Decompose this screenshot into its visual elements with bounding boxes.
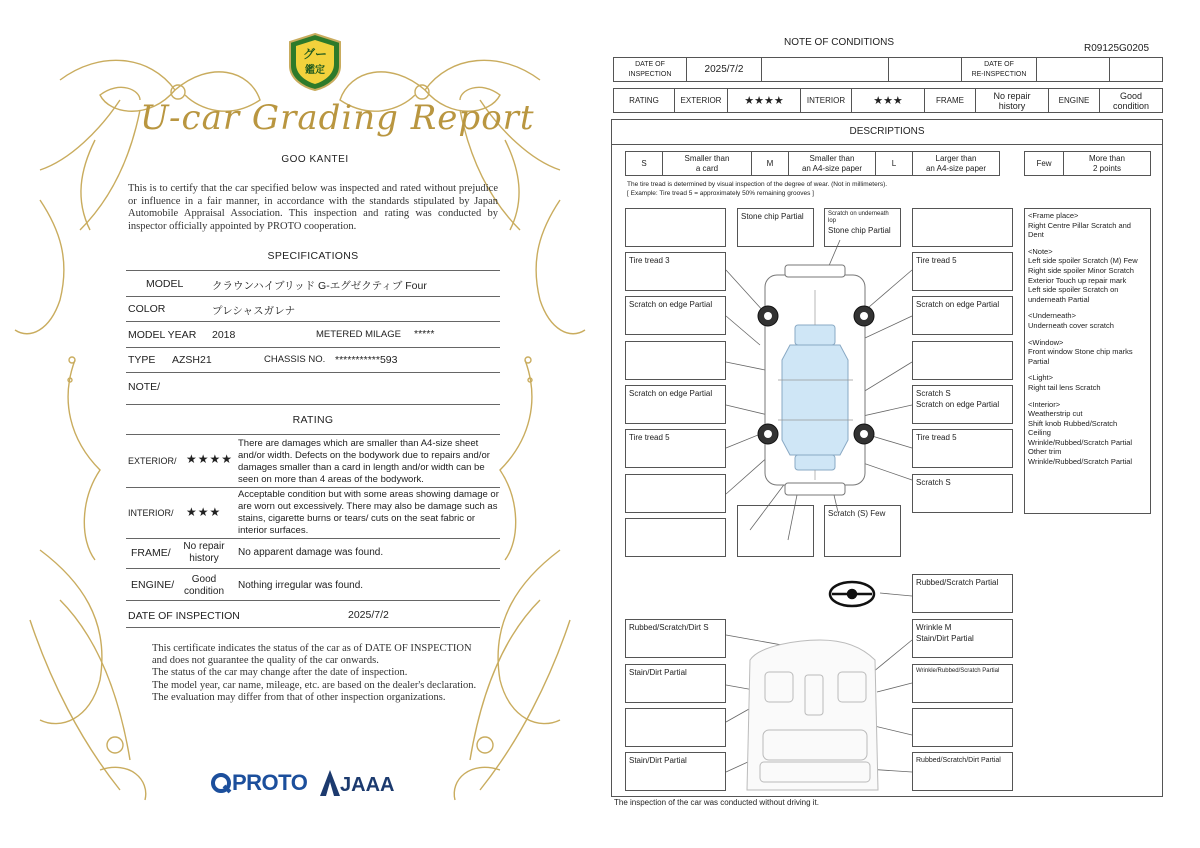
date-reinspection-label: DATE OF RE-INSPECTION xyxy=(961,57,1037,82)
note-box: Scratch on edge Partial xyxy=(912,296,1013,335)
interior-stars: ★★★ xyxy=(186,505,222,519)
note-of-conditions-sheet xyxy=(600,0,1200,848)
note-box: Wrinkle M Stain/Dirt Partial xyxy=(912,619,1013,658)
frame-description: No apparent damage was found. xyxy=(238,547,384,558)
note-box: Tire tread 5 xyxy=(912,429,1013,468)
model-label: MODEL xyxy=(146,278,184,290)
interior-stars: ★★★ xyxy=(851,88,925,113)
divider xyxy=(126,321,500,322)
note-box: Stain/Dirt Partial xyxy=(625,664,726,703)
condition-summary: <Frame place> Right Centre Pillar Scratch and Dent <Note> Left side spoiler Scratch (M) Few Right side spoiler Minor Scratch Exterior Touch up repair mark Left side spoiler Scratch on underneath Partial <Underneath> Underneath cover scratch <Window> Front window Stone chip marks Partial <Light> Right tail lens Scratch <Interior> Weatherstrip cut Shift knob Rubbed/Scratch Ceiling Wrinkle/Rubbed/Scratch Partial Other trim Wrinkle/Rubbed/Scratch Partial xyxy=(1024,208,1151,514)
divider xyxy=(126,600,500,601)
note-box xyxy=(737,505,814,557)
rating-label: RATING xyxy=(613,88,675,113)
jaaa-logo: JAAA xyxy=(320,770,394,797)
divider xyxy=(126,434,500,435)
certificate-subtitle: GOO KANTEI xyxy=(281,154,349,165)
divider xyxy=(126,296,500,297)
frame-label: FRAME/ xyxy=(131,547,171,559)
proto-logo: PROTO xyxy=(210,770,307,796)
note-box: Rubbed/Scratch/Dirt Partial xyxy=(912,752,1013,791)
interior-description: Acceptable condition but with some areas showing damage or are worn out excessively. There may also be damage such as stains, cigarette burns or tears/ cuts on the seat fabric or interior surfaces. xyxy=(238,489,499,536)
inspection-date-label: DATE OF INSPECTION xyxy=(128,610,240,622)
chassis-label: CHASSIS NO. xyxy=(264,354,326,365)
engine-label: ENGINE xyxy=(1048,88,1100,113)
divider xyxy=(126,270,500,271)
legend-few: Few xyxy=(1024,151,1064,176)
engine-value: Good condition xyxy=(183,574,225,597)
color-label: COLOR xyxy=(128,303,166,315)
svg-text:鑑定: 鑑定 xyxy=(305,65,325,76)
note-box xyxy=(912,708,1013,747)
exterior-description: There are damages which are smaller than A4-size sheet and/or width. Defects on the bodywork due to repairs and/or damages smaller than a card in length and/or width can be seen on more than 4 areas of the bodywork. xyxy=(238,438,490,485)
tire-tread-note: The tire tread is determined by visual inspection of the degree of wear. (Not in millimeters). [ Example: Tire tread 5 = approximately 50% remaining grooves ] xyxy=(627,181,888,197)
legend-s-desc: Smaller than a card xyxy=(662,151,752,176)
engine-description: Nothing irregular was found. xyxy=(238,580,364,591)
note-box xyxy=(625,474,726,513)
note-box xyxy=(625,518,726,557)
frame-value: No repair history xyxy=(183,541,225,564)
note-box xyxy=(625,341,726,380)
exterior-stars: ★★★★ xyxy=(727,88,801,113)
note-box: Scratch on edge Partial xyxy=(625,296,726,335)
note-label: NOTE/ xyxy=(128,381,161,393)
color-value: プレシャスガレナ xyxy=(212,305,296,317)
certificate-intro: This is to certify that the car specified below was inspected and rated without prejudice or influence in a fair manner, in accordance with the standards stipulated by Japan Automobile Appraisal Association. This inspection and rating was conducted by inspector officially appointed by PROTO cooperation. xyxy=(128,183,498,232)
legend-l: L xyxy=(875,151,913,176)
jaaa-mark-icon xyxy=(320,770,340,796)
chassis-value: ***********593 xyxy=(335,354,398,366)
svg-text:グー: グー xyxy=(302,47,328,61)
note-box xyxy=(912,208,1013,247)
note-box: Scratch S Scratch on edge Partial xyxy=(912,385,1013,424)
inspection-date-value: 2025/7/2 xyxy=(348,609,389,621)
divider xyxy=(126,347,500,348)
exterior-label: EXTERIOR xyxy=(674,88,728,113)
frame-label: FRAME xyxy=(924,88,976,113)
legend-few-desc: More than 2 points xyxy=(1063,151,1151,176)
note-box: Tire tread 5 xyxy=(625,429,726,468)
interior-label: INTERIOR xyxy=(800,88,852,113)
divider xyxy=(126,487,500,488)
model-year-value: 2018 xyxy=(212,329,236,341)
note-box: Stain/Dirt Partial xyxy=(625,752,726,791)
date-inspection-value: 2025/7/2 xyxy=(686,57,762,82)
metered-mileage-value: ***** xyxy=(414,328,435,340)
legend-l-desc: Larger than an A4-size paper xyxy=(912,151,1000,176)
note-box: Rubbed/Scratch Partial xyxy=(912,574,1013,613)
note-box: Tire tread 5 xyxy=(912,252,1013,291)
divider xyxy=(126,627,500,628)
metered-mileage-label: METERED MILAGE xyxy=(316,329,401,340)
sheet-footer: The inspection of the car was conducted without driving it. xyxy=(614,798,819,807)
proto-mark-icon xyxy=(210,772,232,794)
note-box: Tire tread 3 xyxy=(625,252,726,291)
descriptions-heading: DESCRIPTIONS xyxy=(611,119,1163,145)
legend-m-desc: Smaller than an A4-size paper xyxy=(788,151,876,176)
divider xyxy=(126,372,500,373)
note-box xyxy=(912,341,1013,380)
engine-value: Good condition xyxy=(1099,88,1163,113)
date-inspection-label: DATE OF INSPECTION xyxy=(613,57,687,82)
reference-number: R09125G0205 xyxy=(1084,43,1150,54)
divider xyxy=(126,538,500,539)
exterior-stars: ★★★★ xyxy=(186,452,234,466)
divider xyxy=(126,568,500,569)
model-year-label: MODEL YEAR xyxy=(128,329,197,341)
goo-kantei-badge-icon xyxy=(288,32,342,92)
frame-value: No repair history xyxy=(975,88,1049,113)
legend-m: M xyxy=(751,151,789,176)
rating-heading: RATING xyxy=(292,414,334,426)
exterior-label: EXTERIOR/ xyxy=(128,456,177,466)
sheet-title: NOTE OF CONDITIONS xyxy=(784,37,894,48)
note-box: Scratch on edge Partial xyxy=(625,385,726,424)
note-box: Stone chip Partial xyxy=(737,208,814,247)
model-value: クラウンハイブリッド G-エグゼクティブ Four xyxy=(212,280,427,292)
certificate-footnote: This certificate indicates the status of the car as of DATE OF INSPECTION and does not guarantee the quality of the car onwards. The status of the car may change after the date of inspection. The model year, car name, mileage, etc. are based on the dealer's declaration. The evaluation may differ from that of other inspection organizations. xyxy=(152,643,477,703)
certificate-title: U-car Grading Report xyxy=(140,98,535,138)
legend-s: S xyxy=(625,151,663,176)
note-box: Wrinkle/Rubbed/Scratch Partial xyxy=(912,664,1013,703)
type-value: AZSH21 xyxy=(172,354,212,366)
note-box: Scratch (S) Few xyxy=(824,505,901,557)
interior-label: INTERIOR/ xyxy=(128,508,174,518)
divider xyxy=(126,404,500,405)
note-box: Rubbed/Scratch/Dirt S xyxy=(625,619,726,658)
note-box: Scratch on underneath lop Stone chip Partial xyxy=(824,208,901,247)
note-box xyxy=(625,708,726,747)
engine-label: ENGINE/ xyxy=(131,579,175,591)
type-label: TYPE xyxy=(128,354,156,366)
note-box xyxy=(625,208,726,247)
note-box: Scratch S xyxy=(912,474,1013,513)
specifications-heading: SPECIFICATIONS xyxy=(267,250,359,262)
